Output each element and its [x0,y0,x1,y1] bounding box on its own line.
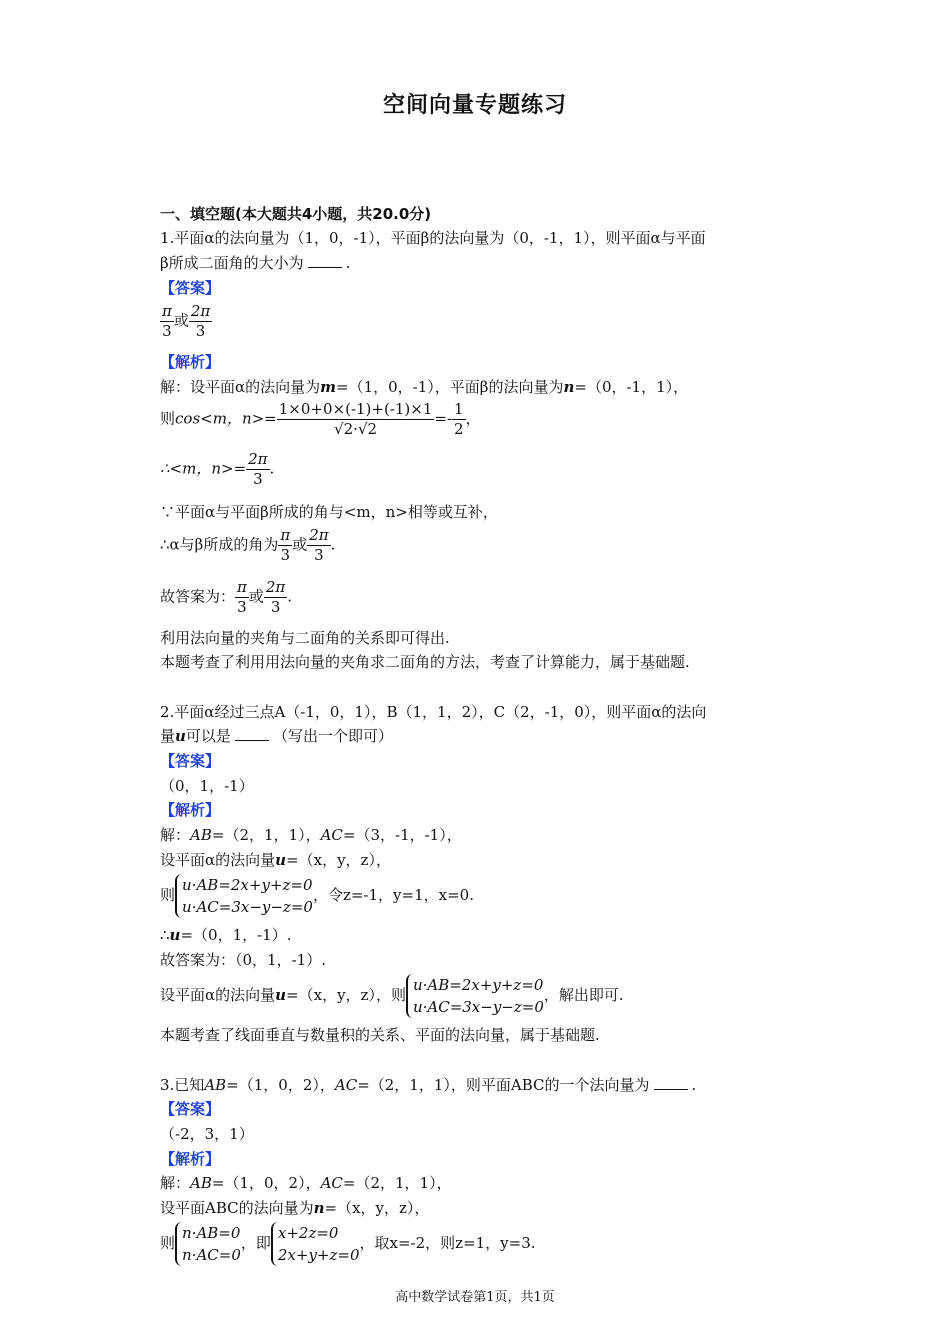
q2-sol2-b: =（x，y，z）， [286,851,391,869]
cos-prefix: 则 [160,409,176,428]
q1-stem-text: β所成二面角的大小为 [160,254,304,272]
q1-cos-line [160,400,800,439]
q1-answer [160,302,800,341]
q2-solution-line1 [160,825,800,845]
q2-stem-line2 [160,726,800,746]
therefore2-text: ∴α与β所成的角为 [160,535,279,554]
q1-therefore2-line [160,526,800,565]
q2-sol2-text: 设平面α的法向量 [160,851,276,869]
answer-label: 【答案】 [160,1100,221,1118]
q2-summary: 本题考查了线面垂直与数量积的关系、平面的法向量，属于基础题. [160,1026,600,1044]
q3-stem-c: =（2，1，1），则平面ABC的一个法向量为 [357,1076,650,1094]
analysis-label: 【解析】 [160,1150,221,1168]
q3-stem-end: . [691,1076,697,1094]
q1-sol-text-c: =（0，-1，1）， [574,378,689,396]
q2-final: 故答案为：（0，1，-1）. [160,951,326,969]
cos-angle: <m，n>= [200,409,277,428]
then-word: 则 [160,886,176,904]
or-word: 或 [248,587,264,606]
q2-answer: （0，1，-1） [160,777,254,795]
q1-stem-end: . [345,254,351,272]
fraction-2pi-3: $\frac{2\pi}{3}$ [190,302,211,340]
vector-ac: AC [320,1174,343,1192]
therefore-angle: ∴<m，n>= [160,459,247,478]
period: . [330,535,336,554]
q1-method: 利用法向量的夹角与二面角的关系即可得出. [160,629,450,647]
answer-blank [654,1077,688,1090]
fraction-2pi-3: $\frac{2\pi}{3}$ [309,526,329,564]
q3-stem-line1 [160,1075,800,1095]
vector-u: u [275,851,287,869]
vector-n: n [563,378,575,396]
q2-solution-line2 [160,850,800,870]
q2-let: ，令z=-1，y=1，x=0. [312,886,474,904]
then-word: 则 [160,1234,176,1252]
q3-sol2-b: =（x，y，z）， [324,1199,430,1217]
vector-ac: AC [334,1076,358,1094]
period: . [287,587,293,606]
q2-note-line [160,974,800,1018]
q3-answer: （-2，3，1） [160,1125,254,1143]
q1-stem-line2 [160,253,800,273]
q2-note-b: =（x，y，z），则 [286,986,406,1004]
q3-sol2-a: 设平面ABC的法向量为 [160,1199,314,1217]
q3-sol-a: 解： [160,1174,191,1192]
answer-label: 【答案】 [160,752,221,770]
q3-system-line [160,1222,800,1266]
fraction-pi-3: $\frac{\pi}{3}$ [162,302,172,340]
vector-m: m [320,378,337,396]
page-footer: 高中数学试卷第1页，共1页 [395,1290,555,1305]
vector-u: u [169,926,181,944]
analysis-label: 【解析】 [160,801,221,819]
or-word: 或 [292,535,308,554]
or-word: 或 [173,311,189,330]
q3-solution-line2 [160,1198,800,1218]
q3-stem-a: 3.已知 [160,1076,205,1094]
fraction-2pi-3: $\frac{2\pi}{3}$ [248,450,268,488]
q1-because-line: ∵平面α与平面β所成的角与<m，n>相等或互补， [160,503,498,521]
equation-system: u·AB=2x+y+z=0 u·AC=3x−y−z=0 [175,874,313,918]
ji-word: ，即 [240,1234,271,1252]
q2-stem-a: 量 [160,727,176,745]
q1-sol-text-b: =（1，0，-1），平面β的法向量为 [336,378,564,396]
q2-note-c: ，解出即可. [543,986,624,1004]
answer-blank [308,255,342,268]
q2-sol-a: 解： [160,826,191,844]
q2-result [160,925,800,945]
equation-system-2: x+2z=0 2x+y+z=0 [271,1222,360,1266]
vector-n: n [313,1199,325,1217]
cos-word: cos [175,409,201,428]
fraction-2pi-3: $\frac{2\pi}{3}$ [265,578,286,616]
cos-equals: =- [434,409,453,428]
analysis-label: 【解析】 [160,353,221,371]
answer-label: 【答案】 [160,279,221,297]
q1-sol-text: 解：设平面α的法向量为 [160,378,321,396]
section-heading: 一、填空题(本大题共4小题，共20.0分) [160,205,432,223]
period: . [269,459,275,478]
q2-stem-c: （写出一个即可） [272,727,393,745]
q2-sol-b: =（2，1，1）， [211,826,321,844]
q1-stem-line1: 1.平面α的法向量为（1，0，-1），平面β的法向量为（0，-1，1），则平面α与平面 [160,229,706,247]
cos-fraction: $\frac{1\times 0+0\times(-1)+(-1)\times 1}{√2\cdot√2}$ [278,400,433,438]
final-prefix: 故答案为： [160,587,236,606]
q2-result-value: =（0，1，-1）. [180,926,292,944]
vector-u: u [275,986,287,1004]
q3-sol-b: =（1，0，2）， [211,1174,321,1192]
q3-stem-b: =（1，0，2）， [226,1076,335,1094]
comma: ， [465,409,481,428]
answer-blank [235,728,269,741]
q3-take: ，取x=-2，则z=1，y=3. [359,1234,536,1252]
q1-solution-line1 [160,377,800,397]
page-title: 空间向量专题练习 [382,93,567,118]
vector-u: u [175,727,186,745]
q1-summary: 本题考查了利用用法向量的夹角求二面角的方法，考查了计算能力，属于基础题. [160,653,690,671]
vector-ab: AB [204,1076,227,1094]
q2-note-a: 设平面α的法向量 [160,986,276,1004]
equation-system: n·AB=0 n·AC=0 [175,1222,241,1266]
fraction-1-2: $\frac{1}{2}$ [454,400,464,438]
therefore-symbol: ∴ [160,926,170,944]
q3-sol-c: =（2，1，1）， [342,1174,452,1192]
vector-ac: AC [320,826,343,844]
q2-stem-b: 可以是 [185,727,231,745]
q2-system-line [160,874,800,918]
fraction-pi-3: $\frac{\pi}{3}$ [280,526,291,564]
fraction-pi-3: $\frac{\pi}{3}$ [237,578,247,616]
vector-ab: AB [190,826,212,844]
equation-system: u·AB=2x+y+z=0 u·AC=3x−y−z=0 [406,974,544,1018]
q1-therefore-line [160,450,800,489]
q2-sol-c: =（3，-1，-1）， [342,826,462,844]
q1-final-line [160,578,800,617]
q3-solution-line1 [160,1173,800,1193]
q2-stem-line1: 2.平面α经过三点A（-1，0，1），B（1，1，2），C（2，-1，0），则平面α的法向 [160,703,707,721]
vector-ab: AB [190,1174,212,1192]
